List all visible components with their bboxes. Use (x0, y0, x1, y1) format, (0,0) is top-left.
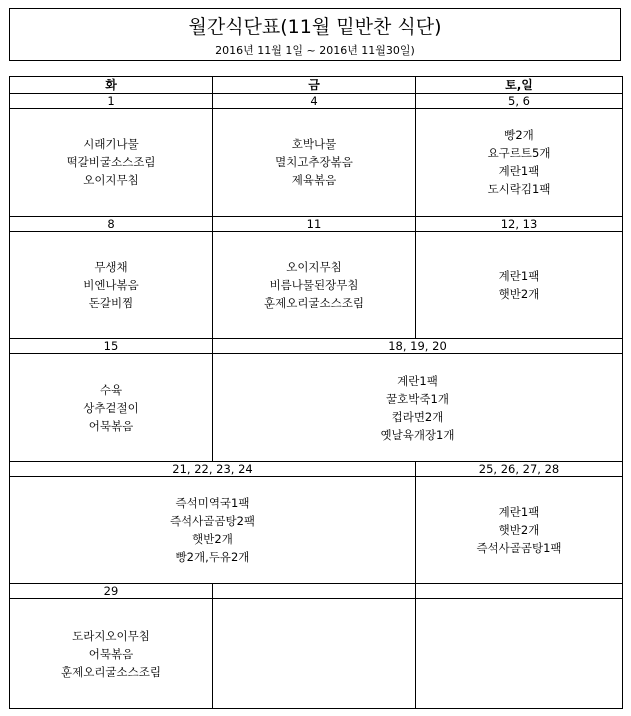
column-header-weekend: 토,일 (416, 77, 623, 94)
menu-cell (213, 231, 416, 339)
date-cell: 12, 13 (416, 216, 623, 231)
menu-cell (10, 231, 213, 339)
title-box (9, 8, 621, 61)
menu-item: 햇반2개 (192, 532, 233, 547)
date-cell: 21, 22, 23, 24 (10, 461, 416, 476)
menu-item: 비름나물된장무침 (269, 277, 359, 292)
menu-row (10, 599, 623, 709)
date-row (10, 584, 623, 599)
menu-item: 햇반2개 (498, 286, 540, 301)
menu-row (10, 109, 623, 217)
menu-item: 계란1팩 (397, 373, 438, 388)
period-subtitle: 2016년 11월 1일 ~ 2016년 11월30일) (215, 44, 415, 57)
column-header-tue: 화 (10, 77, 213, 94)
date-cell (416, 584, 623, 599)
menu-row (10, 354, 623, 462)
menu-cell (213, 109, 416, 217)
menu-item: 계란1팩 (498, 505, 540, 520)
menu-item: 요구르트5개 (487, 146, 551, 161)
menu-item: 상추겉절이 (83, 400, 139, 415)
header-row (10, 77, 623, 94)
menu-item: 계란1팩 (498, 268, 540, 283)
menu-cell (213, 354, 623, 462)
menu-cell (10, 109, 213, 217)
date-cell: 5, 6 (416, 94, 623, 109)
date-row (10, 94, 623, 109)
menu-item: 빵2개 (504, 128, 534, 143)
menu-item: 옛날육개장1개 (380, 427, 455, 442)
date-cell: 8 (10, 216, 213, 231)
menu-item: 시래기나물 (83, 137, 139, 152)
menu-item: 무생채 (94, 259, 128, 274)
menu-item: 즉석미역국1팩 (175, 496, 250, 511)
menu-item: 오이지무침 (83, 173, 139, 188)
date-cell: 18, 19, 20 (213, 339, 623, 354)
menu-item: 수육 (99, 382, 123, 397)
menu-item: 도시락김1팩 (487, 182, 551, 197)
date-cell (213, 584, 416, 599)
menu-cell (10, 476, 416, 584)
menu-item: 컵라면2개 (391, 409, 444, 424)
menu-item: 멸치고추장볶음 (275, 155, 353, 170)
date-cell: 1 (10, 94, 213, 109)
menu-item: 계란1팩 (498, 164, 540, 179)
menu-item: 햇반2개 (498, 523, 540, 538)
page-title: 월간식단표(11월 밑반찬 식단) (188, 16, 442, 38)
date-cell: 15 (10, 339, 213, 354)
menu-cell-empty (213, 599, 416, 709)
menu-item: 즉석사골곰탕1팩 (476, 541, 562, 556)
menu-row (10, 231, 623, 339)
menu-item: 돈갈비찜 (88, 295, 134, 310)
date-row (10, 339, 623, 354)
menu-item: 어묵볶음 (88, 646, 134, 661)
date-cell: 4 (213, 94, 416, 109)
menu-item: 제육볶음 (291, 173, 337, 188)
menu-row (10, 476, 623, 584)
date-cell: 29 (10, 584, 213, 599)
date-row (10, 216, 623, 231)
menu-item: 훈제오리굴소스조림 (264, 295, 364, 310)
menu-item: 빵2개,두유2개 (175, 550, 250, 565)
menu-item: 즉석사골곰탕2팩 (169, 514, 256, 529)
menu-item: 어묵볶음 (88, 418, 134, 433)
menu-cell-empty (416, 599, 623, 709)
menu-cell (416, 231, 623, 339)
menu-item: 꿀호박죽1개 (386, 391, 449, 406)
menu-item: 비엔나볶음 (83, 277, 139, 292)
menu-item: 호박나물 (291, 137, 337, 152)
menu-item: 도라지오이무침 (72, 628, 150, 643)
menu-cell (416, 109, 623, 217)
menu-item: 오이지무침 (286, 259, 342, 274)
menu-cell (416, 476, 623, 584)
menu-cell (10, 354, 213, 462)
menu-item: 훈제오리굴소스조림 (61, 664, 161, 679)
date-cell: 25, 26, 27, 28 (416, 461, 623, 476)
column-header-fri: 금 (213, 77, 416, 94)
date-row (10, 461, 623, 476)
menu-table (9, 76, 623, 709)
menu-item: 떡갈비굴소스조림 (66, 155, 156, 170)
date-cell: 11 (213, 216, 416, 231)
menu-cell (10, 599, 213, 709)
